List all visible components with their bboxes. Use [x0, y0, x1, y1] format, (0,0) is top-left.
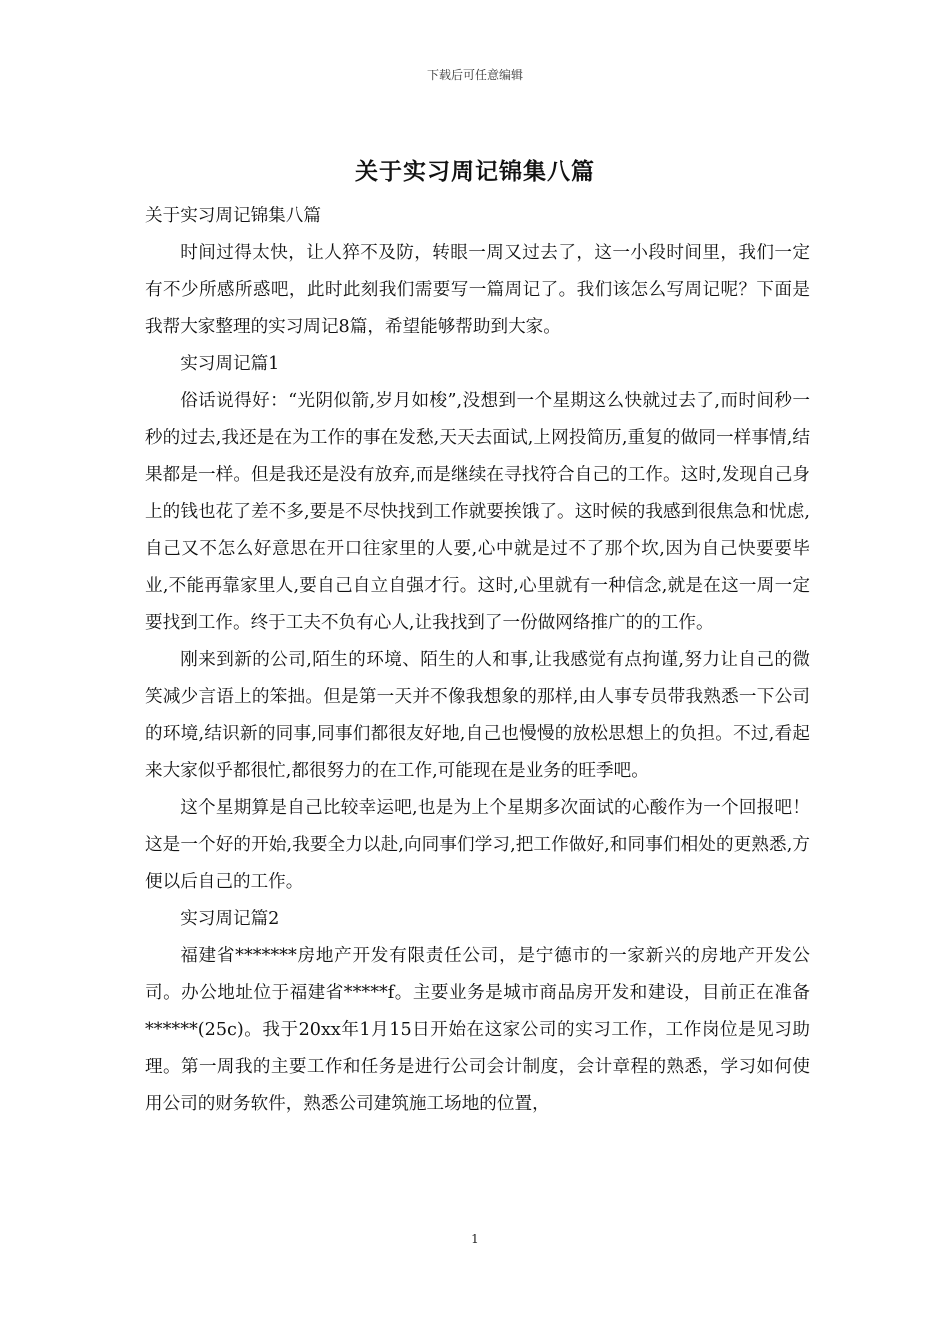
paragraph: 这个星期算是自己比较幸运吧,也是为上个星期多次面试的心酸作为一个回报吧！这是一个好的开始,我要全力以赴,向同事们学习,把工作做好,和同事们相处的更熟悉,方便以后自己的工作。 [145, 798, 810, 892]
document-body [145, 198, 810, 1123]
document-title: 关于实习周记锦集八篇 [355, 158, 595, 185]
paragraph: 刚来到新的公司,陌生的环境、陌生的人和事,让我感觉有点拘谨,努力让自己的微笑减少言语上的笨拙。但是第一天并不像我想象的那样,由人事专员带我熟悉一下公司的环境,结识新的同事,同事们都很友好地,自己也慢慢的放松思想上的负担。不过,看起来大家似乎都很忙,都很努力的在工作,可能现在是业务的旺季吧。 [145, 650, 811, 781]
section-heading: 实习周记篇2 [180, 909, 280, 929]
paragraph: 福建省*******房地产开发有限责任公司，是宁德市的一家新兴的房地产开发公司。办公地址位于福建省*****f。主要业务是城市商品房开发和建设，目前正在准备******(25c)。我于20xx年1月15日开始在这家公司的实习工作，工作岗位是见习助理。第一周我的主要工作和任务是进行公司会计制度，会计章程的熟悉，学习如何使用公司的财务软件，熟悉公司建筑施工场地的位置， [145, 946, 810, 1114]
section-heading: 实习周记篇1 [180, 354, 280, 374]
paragraph: 关于实习周记锦集八篇 [145, 206, 321, 226]
paragraph: 时间过得太快，让人猝不及防，转眼一周又过去了，这一小段时间里，我们一定有不少所感所惑吧，此时此刻我们需要写一篇周记了。我们该怎么写周记呢？下面是我帮大家整理的实习周记8篇，希望能够帮助到大家。 [145, 243, 810, 337]
page-header: 下载后可任意编辑 [426, 68, 523, 82]
paragraph: 俗话说得好：“光阴似箭,岁月如梭”,没想到一个星期这么快就过去了,而时间秒一秒的过去,我还是在为工作的事在发愁,天天去面试,上网投简历,重复的做同一样事情,结果都是一样。但是我还是没有放弃,而是继续在寻找符合自己的工作。这时,发现自己身上的钱也花了差不多,要是不尽快找到工作就要挨饿了。这时候的我感到很焦急和忧虑,自己又不怎么好意思在开口往家里的人要,心中就是过不了那个坎,因为自己快要要毕业,不能再靠家里人,要自己自立自强才行。这时,心里就有一种信念,就是在这一周一定要找到工作。终于工夫不负有心人,让我找到了一份做网络推广的的工作。 [145, 391, 810, 633]
page-number: 1 [471, 1232, 479, 1246]
